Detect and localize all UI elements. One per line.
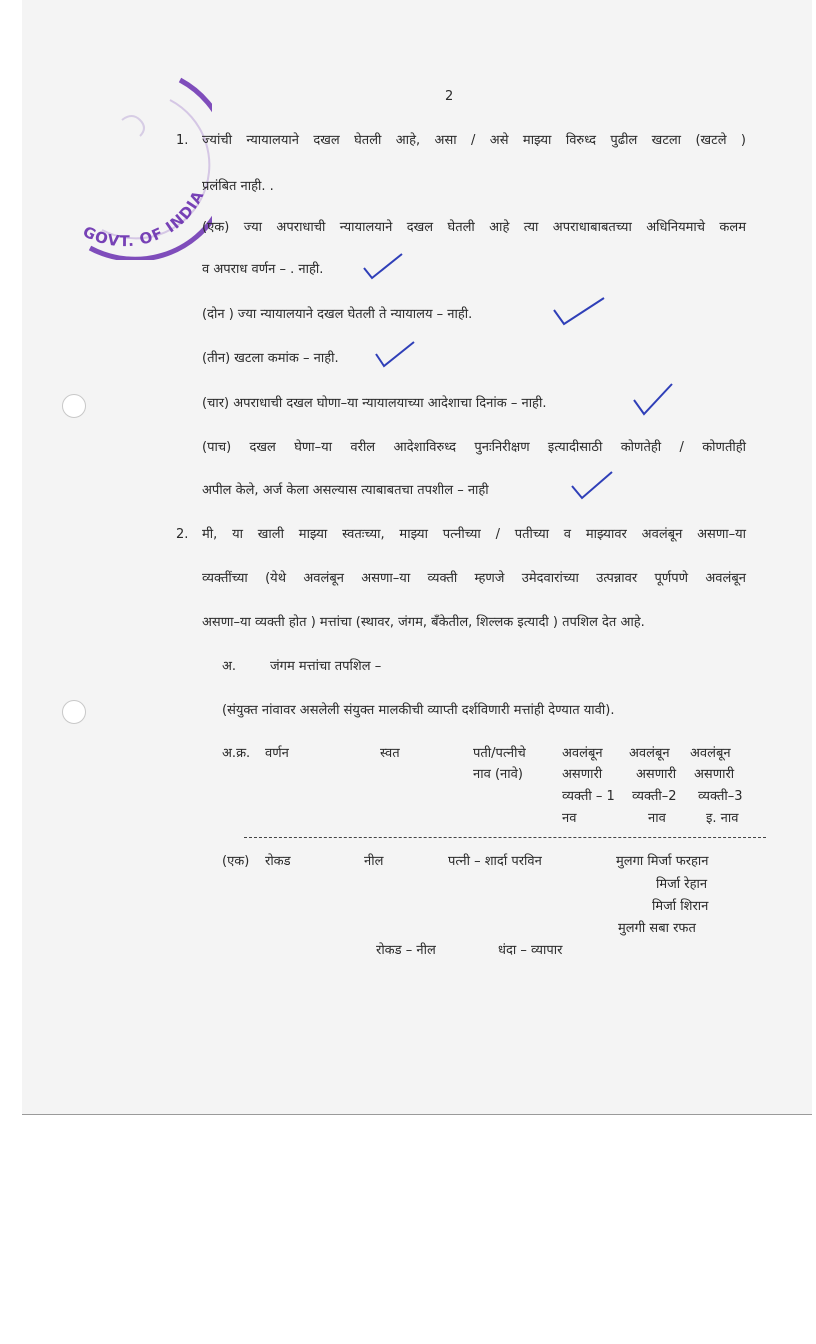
item1-number: 1.	[176, 133, 189, 148]
govt-seal-stamp	[62, 60, 212, 260]
table-header-dep1-3: व्यक्ती – 1	[562, 789, 615, 804]
item2-line1: मी, या खाली माझ्या स्वतःच्या, माझ्या पत्नीच्या / पतीच्या व माझ्यावर अवलंबून असणा–या	[202, 527, 746, 542]
item1-pach-line1: (पाच) दखल घेणा–या वरील आदेशाविरुध्द पुनःनिरीक्षण इत्यादीसाठी कोणतेही / कोणतीही	[202, 440, 746, 455]
table-header-dep1-4: नव	[562, 811, 577, 826]
section-a-label: अ.	[222, 659, 237, 674]
table-header-dep2-2: असणारी	[636, 767, 677, 782]
table-header-spouse: पती/पत्नीचे	[473, 746, 526, 761]
table-row-description: रोकड	[265, 854, 291, 869]
table-row-serial: (एक)	[222, 854, 250, 869]
table-row-dependent-3: मिर्जा शिरान	[652, 899, 709, 914]
item1-pach-line2: अपील केले, अर्ज केला असल्यास त्याबाबतचा तपशील – नाही	[202, 483, 489, 498]
table-header-dep1: अवलंबून	[562, 746, 603, 761]
table-row-dependent-1: मुलगा मिर्जा फरहान	[616, 854, 709, 869]
table-header-spouse-2: नाव (नावे)	[473, 767, 523, 782]
item1-line1: ज्यांची न्यायालयाने दखल घेतली आहे, असा / असे माझ्या विरुध्द पुढील खटला (खटले )	[202, 133, 746, 148]
item1-ek-line1: (एक) ज्या अपराधाची न्यायालयाने दखल घेतली आहे त्या अपराधाबाबतच्या अधिनियमाचे कलम	[202, 220, 746, 235]
checkmark-icon	[552, 296, 606, 326]
cash-summary: रोकड – नील	[376, 943, 436, 958]
page-number: 2	[445, 89, 454, 104]
punch-hole-top	[62, 394, 86, 418]
table-header-dep2: अवलंबून	[629, 746, 670, 761]
seal-text: GOVT. OF INDIA	[80, 187, 208, 251]
item1-char: (चार) अपराधाची दखल घोणा–या न्यायालयाच्या आदेशाचा दिनांक – नाही.	[202, 396, 547, 411]
table-header-dep3-2: असणारी	[694, 767, 735, 782]
document-page	[22, 0, 812, 1115]
item1-line2: प्रलंबित नाही. .	[202, 179, 274, 194]
checkmark-icon	[632, 382, 674, 416]
table-header-dep2-4: नाव	[648, 811, 666, 826]
table-row-dependent-4: मुलगी सबा रफत	[618, 921, 696, 936]
table-header-dep3-4: इ. नाव	[706, 811, 739, 826]
business-summary: धंदा – व्यापार	[498, 943, 563, 958]
checkmark-icon	[362, 252, 404, 280]
table-header-dep3: अवलंबून	[690, 746, 731, 761]
checkmark-icon	[374, 340, 416, 368]
section-a-title: जंगम मत्तांचा तपशिल –	[270, 659, 382, 674]
item1-ek-line2: व अपराध वर्णन – . नाही.	[202, 262, 324, 277]
punch-hole-bottom	[62, 700, 86, 724]
table-row-dependent-2: मिर्जा रेहान	[656, 877, 708, 892]
table-row-self: नील	[364, 854, 384, 869]
section-a-note: (संयुक्त नांवावर असलेली संयुक्त मालकीची व्याप्ती दर्शविणारी मत्तांही देण्यात यावी).	[222, 703, 615, 718]
item2-line2: व्यक्तींच्या (येथे अवलंबून असणा–या व्यक्ती म्हणजे उमेदवारांच्या उत्पन्नावर पूर्णपणे अवलंबून	[202, 571, 746, 586]
table-divider	[244, 837, 766, 838]
item2-line3: असणा–या व्यक्ती होत ) मत्तांचा (स्थावर, जंगम, बँकेतील, शिल्लक इत्यादी ) तपशिल देत आहे.	[202, 615, 645, 630]
checkmark-icon	[570, 470, 614, 500]
table-header-dep2-3: व्यक्ती–2	[632, 789, 677, 804]
table-header-dep1-2: असणारी	[562, 767, 603, 782]
item2-number: 2.	[176, 527, 189, 542]
table-header-dep3-3: व्यक्ती–3	[698, 789, 743, 804]
table-header-self: स्वत	[380, 746, 400, 761]
table-row-spouse: पत्नी – शार्दा परविन	[448, 854, 542, 869]
table-header-description: वर्णन	[265, 746, 289, 761]
item1-teen: (तीन) खटला कमांक – नाही.	[202, 351, 339, 366]
item1-don: (दोन ) ज्या न्यायालयाने दखल घेतली ते न्यायालय – नाही.	[202, 307, 473, 322]
table-header-serial: अ.क्र.	[222, 746, 251, 761]
